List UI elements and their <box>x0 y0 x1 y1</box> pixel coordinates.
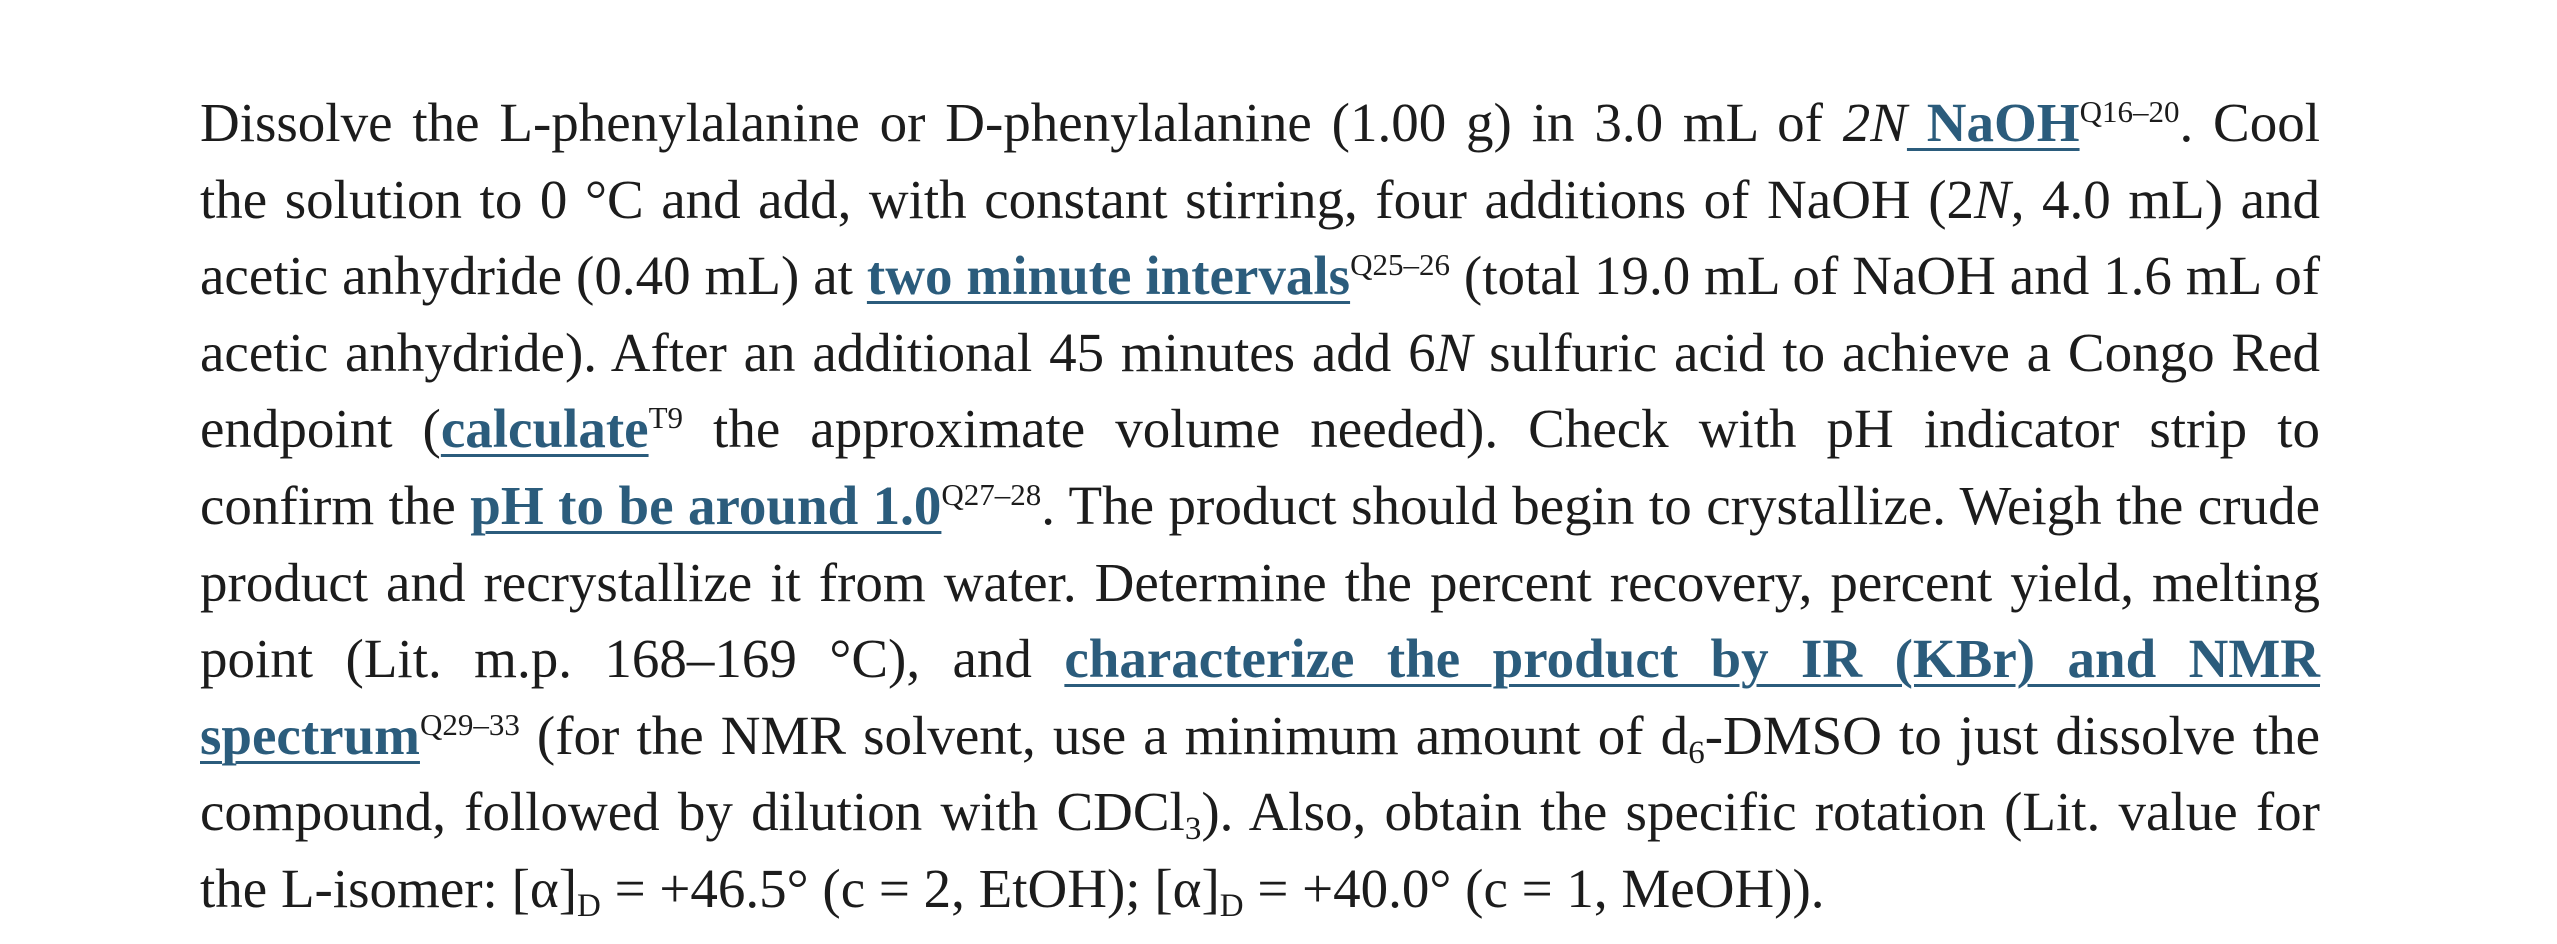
question-ref-q27-28: Q27–28 <box>941 476 1042 512</box>
question-ref-t9: T9 <box>648 400 683 436</box>
subscript: 3 <box>1184 811 1202 848</box>
subscript: D <box>577 888 601 925</box>
text-run: = +40.0° (c = 1, MeOH)). <box>1243 857 1825 919</box>
link-characterize-product[interactable]: characterize the product by IR (KBr) and NMR spectrum <box>200 628 2320 766</box>
question-ref-q25-26: Q25–26 <box>1350 246 1450 282</box>
text-run: the approximate volume needed). Check with pH indicator strip to confirm the <box>200 398 2320 536</box>
text-run: ). Also, obtain the specific rotation (Lit. value for the L-isomer: [α] <box>200 781 2320 919</box>
text-run: (for the NMR solvent, use a minimum amount of d <box>519 704 1689 766</box>
text-run-italic: 2N <box>1842 92 1907 153</box>
text-run: -DMSO to just dissolve the compound, followed by dilution with CDCl <box>200 704 2320 843</box>
subscript: D <box>1219 888 1244 925</box>
procedure-paragraph <box>200 85 2320 928</box>
text-run: = +46.5° (c = 2, EtOH); [α] <box>600 857 1220 919</box>
link-two-minute-intervals[interactable]: two minute intervals <box>866 245 1351 307</box>
text-run: . Cool the solution to 0 °C and add, with constant stirring, four additions of NaOH (2 <box>200 92 2321 230</box>
text-run-italic: N <box>1435 321 1473 383</box>
text-run: . The product should begin to crystallize. Weigh the crude product and recrystallize it from water. Determine the percent recovery, percent yield, melting point (Lit. m.p. 168–169 °C), and <box>200 474 2320 690</box>
question-ref-q16-20: Q16–20 <box>2079 93 2180 129</box>
link-naoh[interactable]: NaOH <box>1906 92 2080 153</box>
text-run: , 4.0 mL) and acetic anhydride (0.40 mL) at <box>200 168 2320 307</box>
question-ref-q29-33: Q29–33 <box>419 706 520 742</box>
text-run-italic: N <box>1974 168 2011 230</box>
text-run: sulfuric acid to achieve a Congo Red endpoint ( <box>200 321 2320 460</box>
link-ph-around-1[interactable]: pH to be around 1.0 <box>470 474 942 536</box>
text-run: (total 19.0 mL of NaOH and 1.6 mL of acetic anhydride). After an additional 45 minutes add 6 <box>200 245 2321 383</box>
link-calculate[interactable]: calculate <box>440 398 649 460</box>
subscript: 6 <box>1688 734 1705 771</box>
text-run: Dissolve the L-phenylalanine or D-phenylalanine (1.00 g) in 3.0 mL of <box>200 92 1843 153</box>
